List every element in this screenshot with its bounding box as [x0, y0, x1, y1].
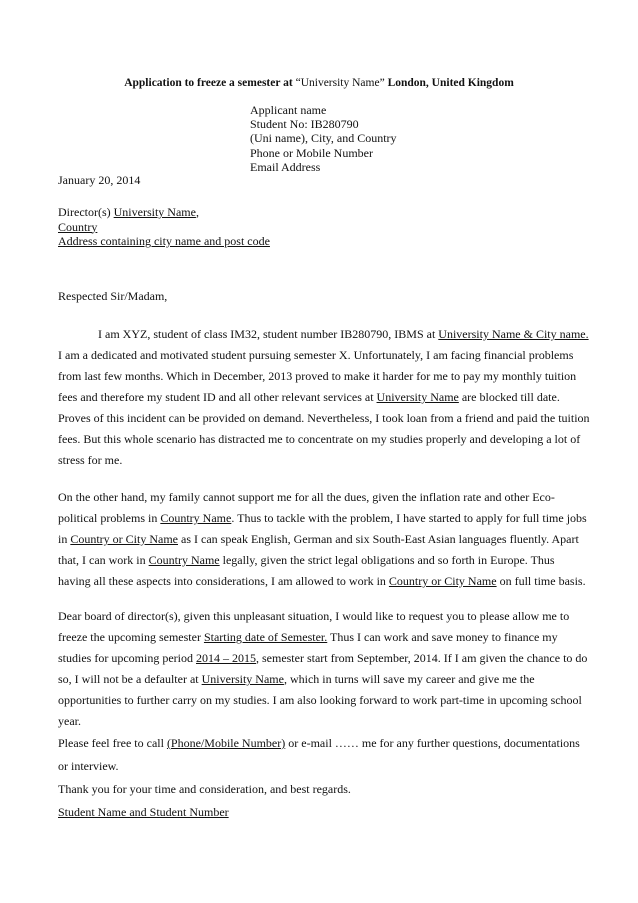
- recipient-prefix: Director(s): [58, 205, 114, 219]
- placeholder-university-city: University Name & City name.: [438, 327, 589, 341]
- paragraph-line: [58, 648, 588, 669]
- paragraph-2: [58, 487, 588, 592]
- paragraph-line: [58, 529, 588, 550]
- placeholder-university: University Name: [201, 672, 284, 686]
- placeholder-country-city: Country or City Name: [388, 574, 497, 588]
- salutation: Respected Sir/Madam,: [58, 289, 168, 303]
- paragraph-line: [58, 571, 588, 592]
- title-part-3: London, United Kingdom: [384, 77, 514, 89]
- paragraph-line: year.: [58, 714, 81, 728]
- text-span: are blocked till date.: [458, 390, 560, 404]
- paragraph-line: opportunities to further carry on my studies. I am also looking forward to work part-time in upcoming school: [58, 693, 582, 707]
- placeholder-country: Country Name: [160, 511, 232, 525]
- paragraph-line: Proves of this incident can be provided on demand. Nevertheless, I took loan from a friend and paid the tuition: [58, 411, 590, 425]
- text-span: , semester start from September, 2014. If I am given the chance to do: [255, 651, 588, 665]
- closing-line: Thank you for your time and consideration, and best regards.: [58, 782, 351, 796]
- text-span: fees and therefore my student ID and all other relevant services at: [58, 390, 377, 404]
- text-span: having all these aspects into considerations, I am allowed to work in: [58, 574, 389, 588]
- text-span: political problems in: [58, 511, 161, 525]
- paragraph-line: Dear board of director(s), given this unpleasant situation, I would like to request you to please allow me to: [58, 609, 570, 623]
- text-span: studies for upcoming period: [58, 651, 196, 665]
- paragraph-line: stress for me.: [58, 453, 123, 467]
- applicant-phone: Phone or Mobile Number: [250, 145, 373, 160]
- paragraph-1: [58, 324, 588, 471]
- placeholder-university: University Name: [376, 390, 459, 404]
- recipient-address: Address containing city name and post code: [58, 234, 270, 248]
- paragraph-line: fees. But this whole scenario has distracted me to concentrate on my studies properly and developing a lot of: [58, 432, 581, 446]
- applicant-email: Email Address: [250, 159, 321, 174]
- applicant-block: [250, 103, 397, 174]
- recipient-country: Country: [58, 219, 98, 234]
- applicant-student-no: Student No: IB280790: [250, 117, 359, 132]
- applicant-location: (Uni name), City, and Country: [250, 131, 397, 146]
- text-span: Please feel free to call: [58, 736, 167, 750]
- applicant-name: Applicant name: [250, 103, 327, 117]
- placeholder-phone: (Phone/Mobile Number): [166, 736, 286, 750]
- closing-block: [58, 732, 580, 824]
- signature-line: Student Name and Student Number: [58, 805, 229, 819]
- text-span: Thus I can work and save money to finance my: [327, 630, 558, 644]
- paragraph-line: On the other hand, my family cannot support me for all the dues, given the inflation rate and other Eco-: [58, 490, 555, 504]
- text-span: in: [58, 532, 71, 546]
- paragraph-line: [58, 508, 588, 529]
- text-span: . Thus to tackle with the problem, I have started to apply for full time jobs: [231, 511, 587, 525]
- text-span: I am XYZ, student of class IM32, student number IB280790, IBMS at: [98, 327, 439, 341]
- paragraph-line: from last few months. Which in December, 2013 proved to make it harder for me to pay my monthly tuition: [58, 369, 577, 383]
- placeholder-period: 2014 – 2015: [195, 651, 256, 665]
- text-span: legally, given the strict legal obligations and so forth in Europe. Thus: [219, 553, 555, 567]
- recipient-university: University Name: [113, 205, 196, 219]
- paragraph-3: [58, 606, 588, 732]
- paragraph-line: [58, 669, 588, 690]
- text-span: or e-mail …… me for any further questions, documentations: [285, 736, 580, 750]
- placeholder-country-city: Country or City Name: [70, 532, 178, 546]
- text-span: as I can speak English, German and six South-East Asian languages fluently. Apart: [178, 532, 579, 546]
- closing-line: or interview.: [58, 759, 119, 773]
- title-part-2: “University Name”: [295, 77, 385, 89]
- paragraph-line: [58, 324, 588, 345]
- paragraph-line: I am a dedicated and motivated student pursuing semester X. Unfortunately, I am facing financial problems: [58, 348, 574, 362]
- title-part-1: Application to freeze a semester at: [124, 77, 296, 89]
- closing-line: [58, 732, 580, 755]
- recipient-line-1: [58, 205, 270, 220]
- letter-date: January 20, 2014: [58, 173, 141, 187]
- paragraph-line: [58, 550, 588, 571]
- recipient-block: [58, 205, 270, 249]
- recipient-comma: ,: [195, 205, 199, 219]
- text-span: on full time basis.: [496, 574, 586, 588]
- text-span: so, I will not be a defaulter at: [58, 672, 202, 686]
- placeholder-start-date: Starting date of Semester.: [203, 630, 328, 644]
- paragraph-line: [58, 627, 588, 648]
- text-span: freeze the upcoming semester: [58, 630, 204, 644]
- text-span: that, I can work in: [58, 553, 149, 567]
- text-span: , which in turns will save my career and give me the: [283, 672, 535, 686]
- placeholder-country: Country Name: [148, 553, 220, 567]
- paragraph-line: [58, 387, 588, 408]
- document-title: [0, 77, 638, 89]
